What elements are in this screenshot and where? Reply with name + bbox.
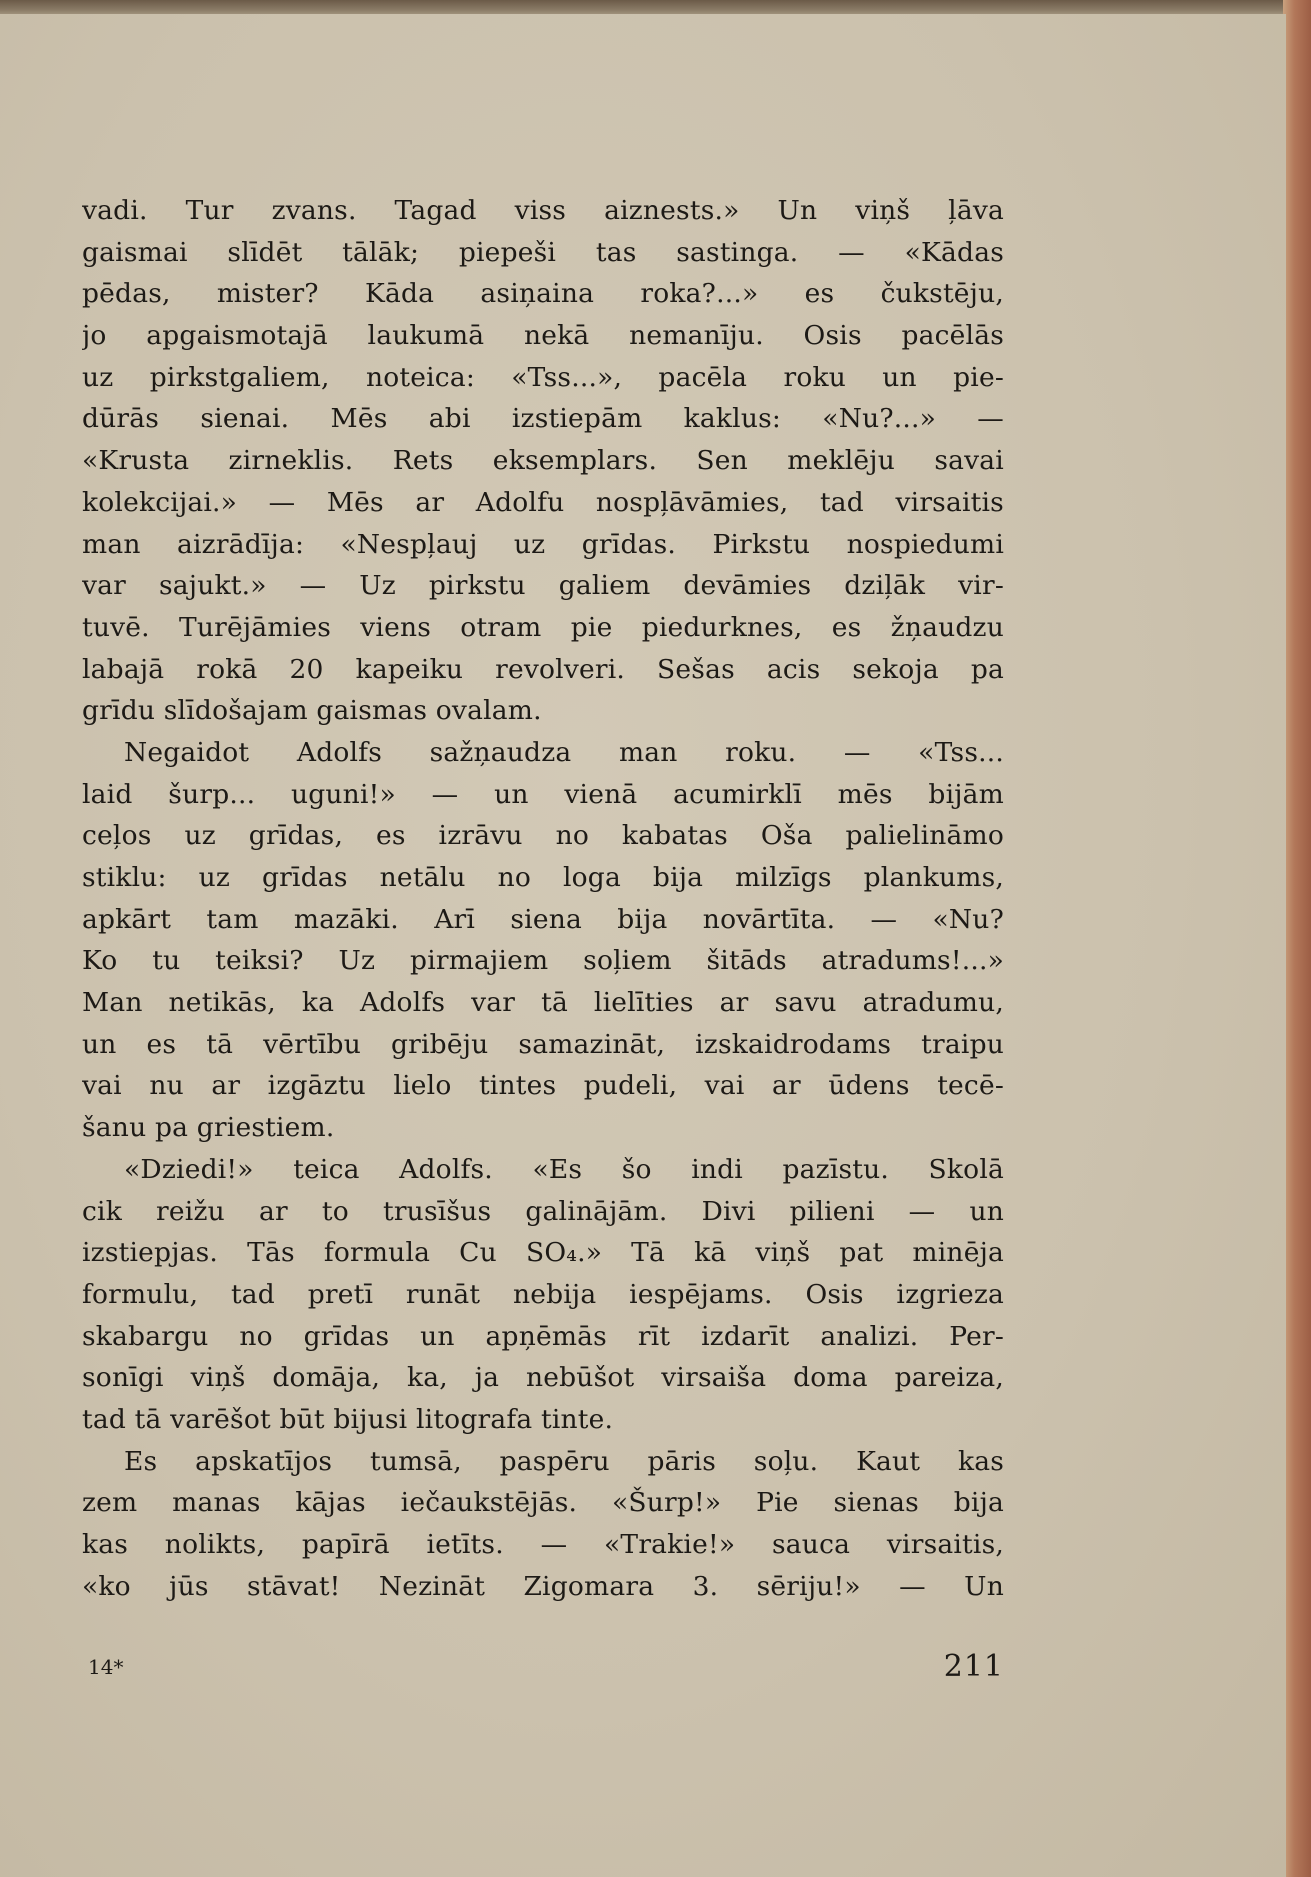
text-line: Ko tu teiksi? Uz pirmajiem soļiem šitāds atradums!...» <box>82 945 1004 977</box>
signature-mark: 14* <box>88 1655 124 1679</box>
text-line: laid šurp... uguni!» — un vienā acumirklī mēs bijām <box>82 778 1004 810</box>
text-line: kas nolikts, papīrā ietīts. — «Trakie!» sauca virsaitis, <box>82 1529 1004 1560</box>
text-line: Es apskatījos tumsā, paspēru pāris soļu. Kaut kas <box>124 1445 1004 1477</box>
text-line: šanu pa griestiem. <box>82 1112 335 1144</box>
text-line: labajā rokā 20 kapeiku revolveri. Sešas acis sekoja pa <box>82 653 1004 685</box>
text-line: vai nu ar izgāztu lielo tintes pudeli, vai ar ūdens tecē- <box>82 1070 1004 1102</box>
text-line: Man netikās, ka Adolfs var tā lielīties ar savu atradumu, <box>82 987 1004 1019</box>
text-line: pēdas, mister? Kāda asiņaina roka?...» es čukstēju, <box>82 278 1004 310</box>
text-line: stiklu: uz grīdas netālu no loga bija milzīgs plankums, <box>82 862 1004 893</box>
text-line: sonīgi viņš domāja, ka, ja nebūšot virsaiša doma pareiza, <box>82 1362 1004 1394</box>
text-line: zem manas kājas iečaukstējās. «Šurp!» Pie sienas bija <box>82 1487 1004 1519</box>
text-line: skabargu no grīdas un apņēmās rīt izdarīt analizi. Per- <box>82 1320 1004 1352</box>
text-line: apkārt tam mazāki. Arī siena bija novārtīta. — «Nu? <box>82 903 1004 935</box>
text-line: grīdu slīdošajam gaismas ovalam. <box>82 695 542 727</box>
text-line: vadi. Tur zvans. Tagad viss aiznests.» Un viņš ļāva <box>82 195 1004 226</box>
text-line: Negaidot Adolfs sažņaudza man roku. — «Tss... <box>124 736 1004 768</box>
text-line: formulu, tad pretī runāt nebija iespējams. Osis izgrieza <box>82 1278 1004 1310</box>
text-line: un es tā vērtību gribēju samazināt, izskaidrodams traipu <box>82 1028 1004 1060</box>
text-line: var sajukt.» — Uz pirkstu galiem devāmies dziļāk vir- <box>82 570 1004 602</box>
text-line: «ko jūs stāvat! Nezināt Zigomara 3. sēriju!» — Un <box>82 1570 1004 1602</box>
text-line: izstiepjas. Tās formula Cu SO₄.» Tā kā viņš pat minēja <box>82 1237 1004 1269</box>
text-line: ceļos uz grīdas, es izrāvu no kabatas Oša palielināmo <box>82 820 1004 852</box>
text-line: man aizrādīja: «Nespļauj uz grīdas. Pirkstu nospiedumi <box>82 528 1004 560</box>
body-text <box>82 190 1004 1607</box>
text-line: «Dziedi!» teica Adolfs. «Es šo indi pazīstu. Skolā <box>124 1153 1004 1185</box>
text-line: gaismai slīdēt tālāk; piepeši tas sastinga. — «Kādas <box>82 236 1004 268</box>
book-right-edge <box>1283 0 1311 1877</box>
text-line: tuvē. Turējāmies viens otram pie piedurknes, es žņaudzu <box>82 611 1004 643</box>
page-number: 211 <box>943 1649 1004 1684</box>
text-line: cik reižu ar to trusīšus galinājām. Divi pilieni — un <box>82 1195 1004 1227</box>
text-line: kolekcijai.» — Mēs ar Adolfu nospļāvāmies, tad virsaitis <box>82 486 1004 518</box>
text-line: tad tā varēšot būt bijusi litografa tinte. <box>82 1403 614 1435</box>
book-page <box>0 14 1286 1877</box>
text-line: dūrās sienai. Mēs abi izstiepām kaklus: «Nu?...» — <box>82 403 1004 435</box>
text-line: uz pirkstgaliem, noteica: «Tss...», pacēla roku un pie- <box>82 361 1004 393</box>
text-line: jo apgaismotajā laukumā nekā nemanīju. Osis pacēlās <box>82 320 1004 352</box>
text-line: «Krusta zirneklis. Rets eksemplars. Sen meklēju savai <box>82 445 1004 477</box>
